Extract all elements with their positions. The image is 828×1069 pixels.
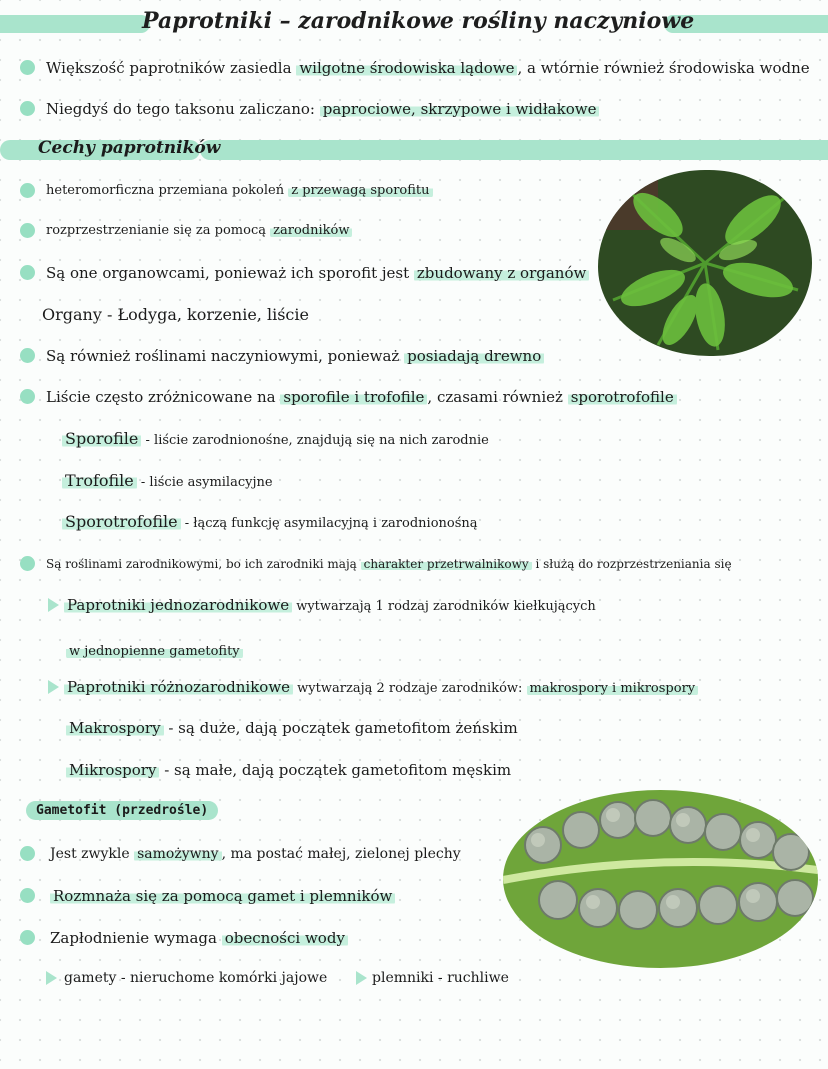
arrow-icon (46, 971, 57, 985)
homosporous-line-2: w jednopienne gametofity (66, 640, 243, 662)
bullet-icon (20, 223, 35, 238)
gametes-line: gamety - nieruchome komórki jajowe (64, 970, 328, 986)
microspores-line: Mikrospory - są małe, dają początek gametofitom męskim (66, 760, 511, 780)
fern-photo (598, 170, 812, 356)
feature-line-2: rozprzestrzenianie się za pomocą zarodników (46, 221, 352, 241)
gametophyte-line-3: Zapłodnienie wymaga obecności wody (50, 928, 348, 948)
sperm-line: plemniki - ruchliwe (372, 970, 509, 986)
feature-line-6: Liście często zróżnicowane na sporofile i trofofile , czasami również sporotrofofile (46, 387, 677, 407)
intro-line-2: Niegdyś do tego taksonu zaliczano: paprociowe, skrzypowe i widłakowe (46, 99, 599, 119)
title-bar-left (0, 15, 150, 33)
bullet-icon (20, 846, 35, 861)
bullet-icon (20, 183, 35, 198)
section-bar-right (200, 140, 828, 160)
bullet-icon (20, 888, 35, 903)
bullet-icon (20, 101, 35, 116)
heterosporous-line: Paprotniki różnozarodnikowe wytwarzają 2 rodzaje zarodników: makrospory i mikrospory (64, 677, 698, 699)
feature-line-1: heteromorficzna przemiana pokoleń z przewagą sporofitu (46, 181, 433, 201)
feature-line-organs: Organy - Łodyga, korzenie, liście (42, 305, 309, 324)
arrow-icon (48, 598, 59, 612)
sori-photo (503, 790, 818, 968)
arrow-icon (48, 680, 59, 694)
homosporous-line: Paprotniki jednozarodnikowe wytwarzają 1 rodzaj zarodników kiełkujących (64, 595, 596, 617)
section-heading-gametophyte: Gametofit (przedrośle) (26, 801, 218, 820)
leaf-type-sporotrofofile: Sporotrofofile - łączą funkcję asymilacyjną i zarodnionośną (62, 512, 478, 534)
feature-line-3: Są one organowcami, ponieważ ich sporofit jest zbudowany z organów (46, 263, 589, 283)
page-title: Paprotniki – zarodnikowe rośliny naczyniowe (142, 8, 695, 34)
macrospores-line: Makrospory - są duże, dają początek gametofitom żeńskim (66, 718, 518, 738)
bullet-icon (20, 556, 35, 571)
bullet-icon (20, 60, 35, 75)
intro-line-1: Większość paprotników zasiedla wilgotne środowiska lądowe , a wtórnie również środowiska wodne (46, 59, 810, 77)
leaf-type-sporofile: Sporofile - liście zarodnionośne, znajdują się na nich zarodnie (62, 429, 489, 451)
arrow-icon (356, 971, 367, 985)
leaf-type-trofofile: Trofofile - liście asymilacyjne (62, 471, 273, 493)
bullet-icon (20, 389, 35, 404)
feature-line-5: Są również roślinami naczyniowymi, ponieważ posiadają drewno (46, 346, 544, 366)
bullet-icon (20, 265, 35, 280)
bullet-icon (20, 348, 35, 363)
gametophyte-line-1: Jest zwykle samożywny , ma postać małej, zielonej plechy (50, 846, 461, 862)
section-heading-features: Cechy paprotników (38, 138, 221, 158)
bullet-icon (20, 930, 35, 945)
gametophyte-line-2: Rozmnaża się za pomocą gamet i plemników (50, 886, 395, 906)
title-row (0, 6, 828, 40)
spores-line: Są roślinami zarodnikowymi, bo ich zarodniki mają charakter przetrwalnikowy i służą do rozprzestrzeniania się (46, 557, 732, 571)
